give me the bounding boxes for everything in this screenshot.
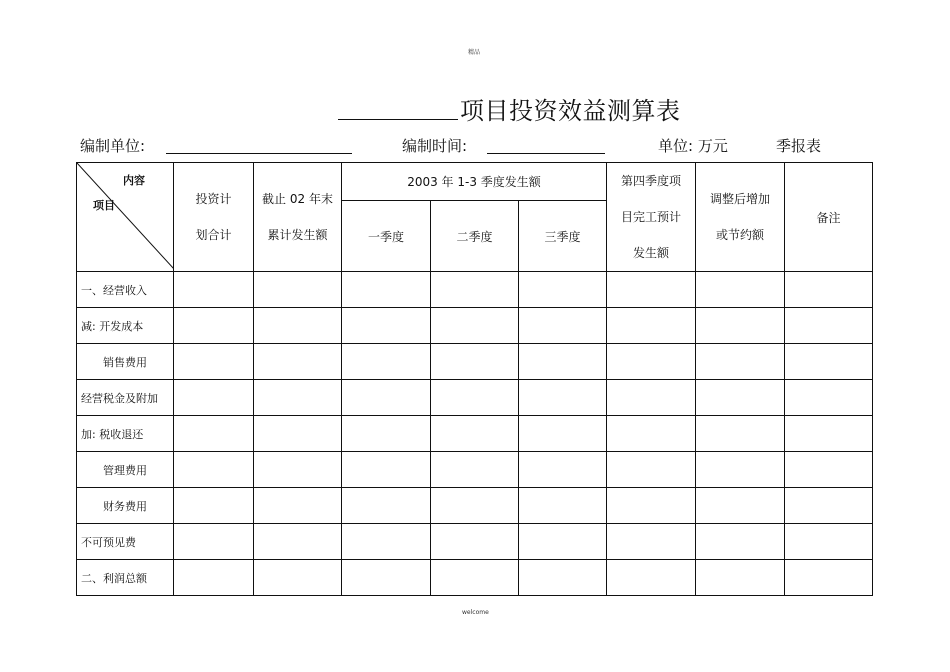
table-cell[interactable]	[254, 452, 342, 488]
table-cell[interactable]	[696, 524, 785, 560]
table-cell[interactable]	[254, 344, 342, 380]
row-label: 经营税金及附加	[77, 380, 174, 416]
table-cell[interactable]	[607, 380, 696, 416]
table-cell[interactable]	[519, 524, 607, 560]
table-cell[interactable]	[342, 344, 431, 380]
table-cell[interactable]	[696, 488, 785, 524]
table-cell[interactable]	[696, 344, 785, 380]
title-blank-line	[338, 119, 458, 120]
table-cell[interactable]	[431, 308, 519, 344]
corner-header-cell	[77, 163, 174, 272]
table-cell[interactable]	[431, 560, 519, 596]
table-cell[interactable]	[785, 488, 873, 524]
table-row	[77, 524, 873, 560]
page-title: 项目投资效益测算表	[460, 97, 681, 125]
currency-unit-label: 单位: 万元	[658, 137, 728, 155]
table-cell[interactable]	[174, 488, 254, 524]
table-cell[interactable]	[696, 452, 785, 488]
table-row	[77, 488, 873, 524]
table-cell[interactable]	[519, 308, 607, 344]
table-cell[interactable]	[174, 416, 254, 452]
row-label: 减: 开发成本	[77, 308, 174, 344]
table-cell[interactable]	[174, 272, 254, 308]
table-cell[interactable]	[785, 416, 873, 452]
table-cell[interactable]	[254, 416, 342, 452]
table-cell[interactable]	[519, 344, 607, 380]
footer-note: welcome	[462, 609, 489, 616]
table-cell[interactable]	[519, 416, 607, 452]
compiling-unit-label: 编制单位:	[80, 137, 146, 155]
compiling-time-label: 编制时间:	[402, 137, 468, 155]
table-cell[interactable]	[607, 416, 696, 452]
table-cell[interactable]	[254, 272, 342, 308]
table-cell[interactable]	[342, 308, 431, 344]
table-cell[interactable]	[607, 308, 696, 344]
compiling-time-blank[interactable]	[487, 153, 605, 154]
table-cell[interactable]	[785, 308, 873, 344]
table-cell[interactable]	[431, 344, 519, 380]
table-cell[interactable]	[607, 524, 696, 560]
table-cell[interactable]	[607, 344, 696, 380]
table-row	[77, 308, 873, 344]
table-cell[interactable]	[785, 452, 873, 488]
col-header-notes: 备注	[785, 163, 873, 272]
table-cell[interactable]	[174, 524, 254, 560]
investment-benefit-table	[76, 162, 873, 596]
table-cell[interactable]	[342, 272, 431, 308]
table-cell[interactable]	[254, 488, 342, 524]
row-label: 销售费用	[77, 344, 174, 380]
col-header-invest-plan: 投资计 划合计	[174, 163, 254, 272]
table-cell[interactable]	[342, 380, 431, 416]
table-cell[interactable]	[607, 488, 696, 524]
table-cell[interactable]	[342, 560, 431, 596]
table-cell[interactable]	[174, 308, 254, 344]
col-header-adjustment: 调整后增加 或节约额	[696, 163, 785, 272]
table-cell[interactable]	[519, 272, 607, 308]
table-cell[interactable]	[254, 380, 342, 416]
period-label: 季报表	[776, 137, 822, 155]
table-cell[interactable]	[431, 524, 519, 560]
row-label: 管理费用	[77, 452, 174, 488]
table-cell[interactable]	[342, 524, 431, 560]
table-cell[interactable]	[607, 452, 696, 488]
col-header-group-2003: 2003 年 1-3 季度发生额	[342, 163, 607, 201]
table-row	[77, 452, 873, 488]
row-label: 不可预见费	[77, 524, 174, 560]
table-cell[interactable]	[174, 560, 254, 596]
header-note: 精品	[468, 49, 481, 56]
table-row	[77, 344, 873, 380]
table-cell[interactable]	[254, 560, 342, 596]
table-cell[interactable]	[607, 560, 696, 596]
table-cell[interactable]	[785, 560, 873, 596]
table-cell[interactable]	[696, 308, 785, 344]
col-header-q3: 三季度	[519, 201, 607, 272]
table-cell[interactable]	[785, 272, 873, 308]
table-cell[interactable]	[254, 308, 342, 344]
table-cell[interactable]	[696, 272, 785, 308]
table-cell[interactable]	[342, 416, 431, 452]
table-cell[interactable]	[785, 524, 873, 560]
table-cell[interactable]	[254, 524, 342, 560]
table-cell[interactable]	[785, 344, 873, 380]
table-cell[interactable]	[431, 488, 519, 524]
col-header-cumulative: 截止 02 年末 累计发生额	[254, 163, 342, 272]
col-header-q2: 二季度	[431, 201, 519, 272]
table-cell[interactable]	[785, 380, 873, 416]
table-cell[interactable]	[342, 452, 431, 488]
row-label: 加: 税收退还	[77, 416, 174, 452]
compiling-unit-blank[interactable]	[166, 153, 352, 154]
table-cell[interactable]	[696, 416, 785, 452]
table-row	[77, 416, 873, 452]
table-cell[interactable]	[519, 380, 607, 416]
table-cell[interactable]	[431, 416, 519, 452]
col-header-q4-forecast: 第四季度项 目完工预计 发生额	[607, 163, 696, 272]
table-row	[77, 380, 873, 416]
corner-content-label: 内容	[123, 174, 145, 187]
table-cell[interactable]	[342, 488, 431, 524]
table-cell[interactable]	[431, 452, 519, 488]
row-label: 一、经营收入	[77, 272, 174, 308]
table-cell[interactable]	[431, 272, 519, 308]
table-cell[interactable]	[174, 344, 254, 380]
table-body	[77, 272, 873, 596]
table-cell[interactable]	[519, 452, 607, 488]
table-row	[77, 560, 873, 596]
table-cell[interactable]	[696, 560, 785, 596]
title-row	[338, 92, 681, 126]
col-header-q1: 一季度	[342, 201, 431, 272]
table-row	[77, 272, 873, 308]
table-cell[interactable]	[431, 380, 519, 416]
table-cell[interactable]	[174, 380, 254, 416]
table-cell[interactable]	[519, 560, 607, 596]
row-label: 二、利润总额	[77, 560, 174, 596]
table-cell[interactable]	[519, 488, 607, 524]
row-label: 财务费用	[77, 488, 174, 524]
table-cell[interactable]	[174, 452, 254, 488]
table-cell[interactable]	[607, 272, 696, 308]
table-cell[interactable]	[696, 380, 785, 416]
corner-item-label: 项目	[93, 199, 115, 212]
